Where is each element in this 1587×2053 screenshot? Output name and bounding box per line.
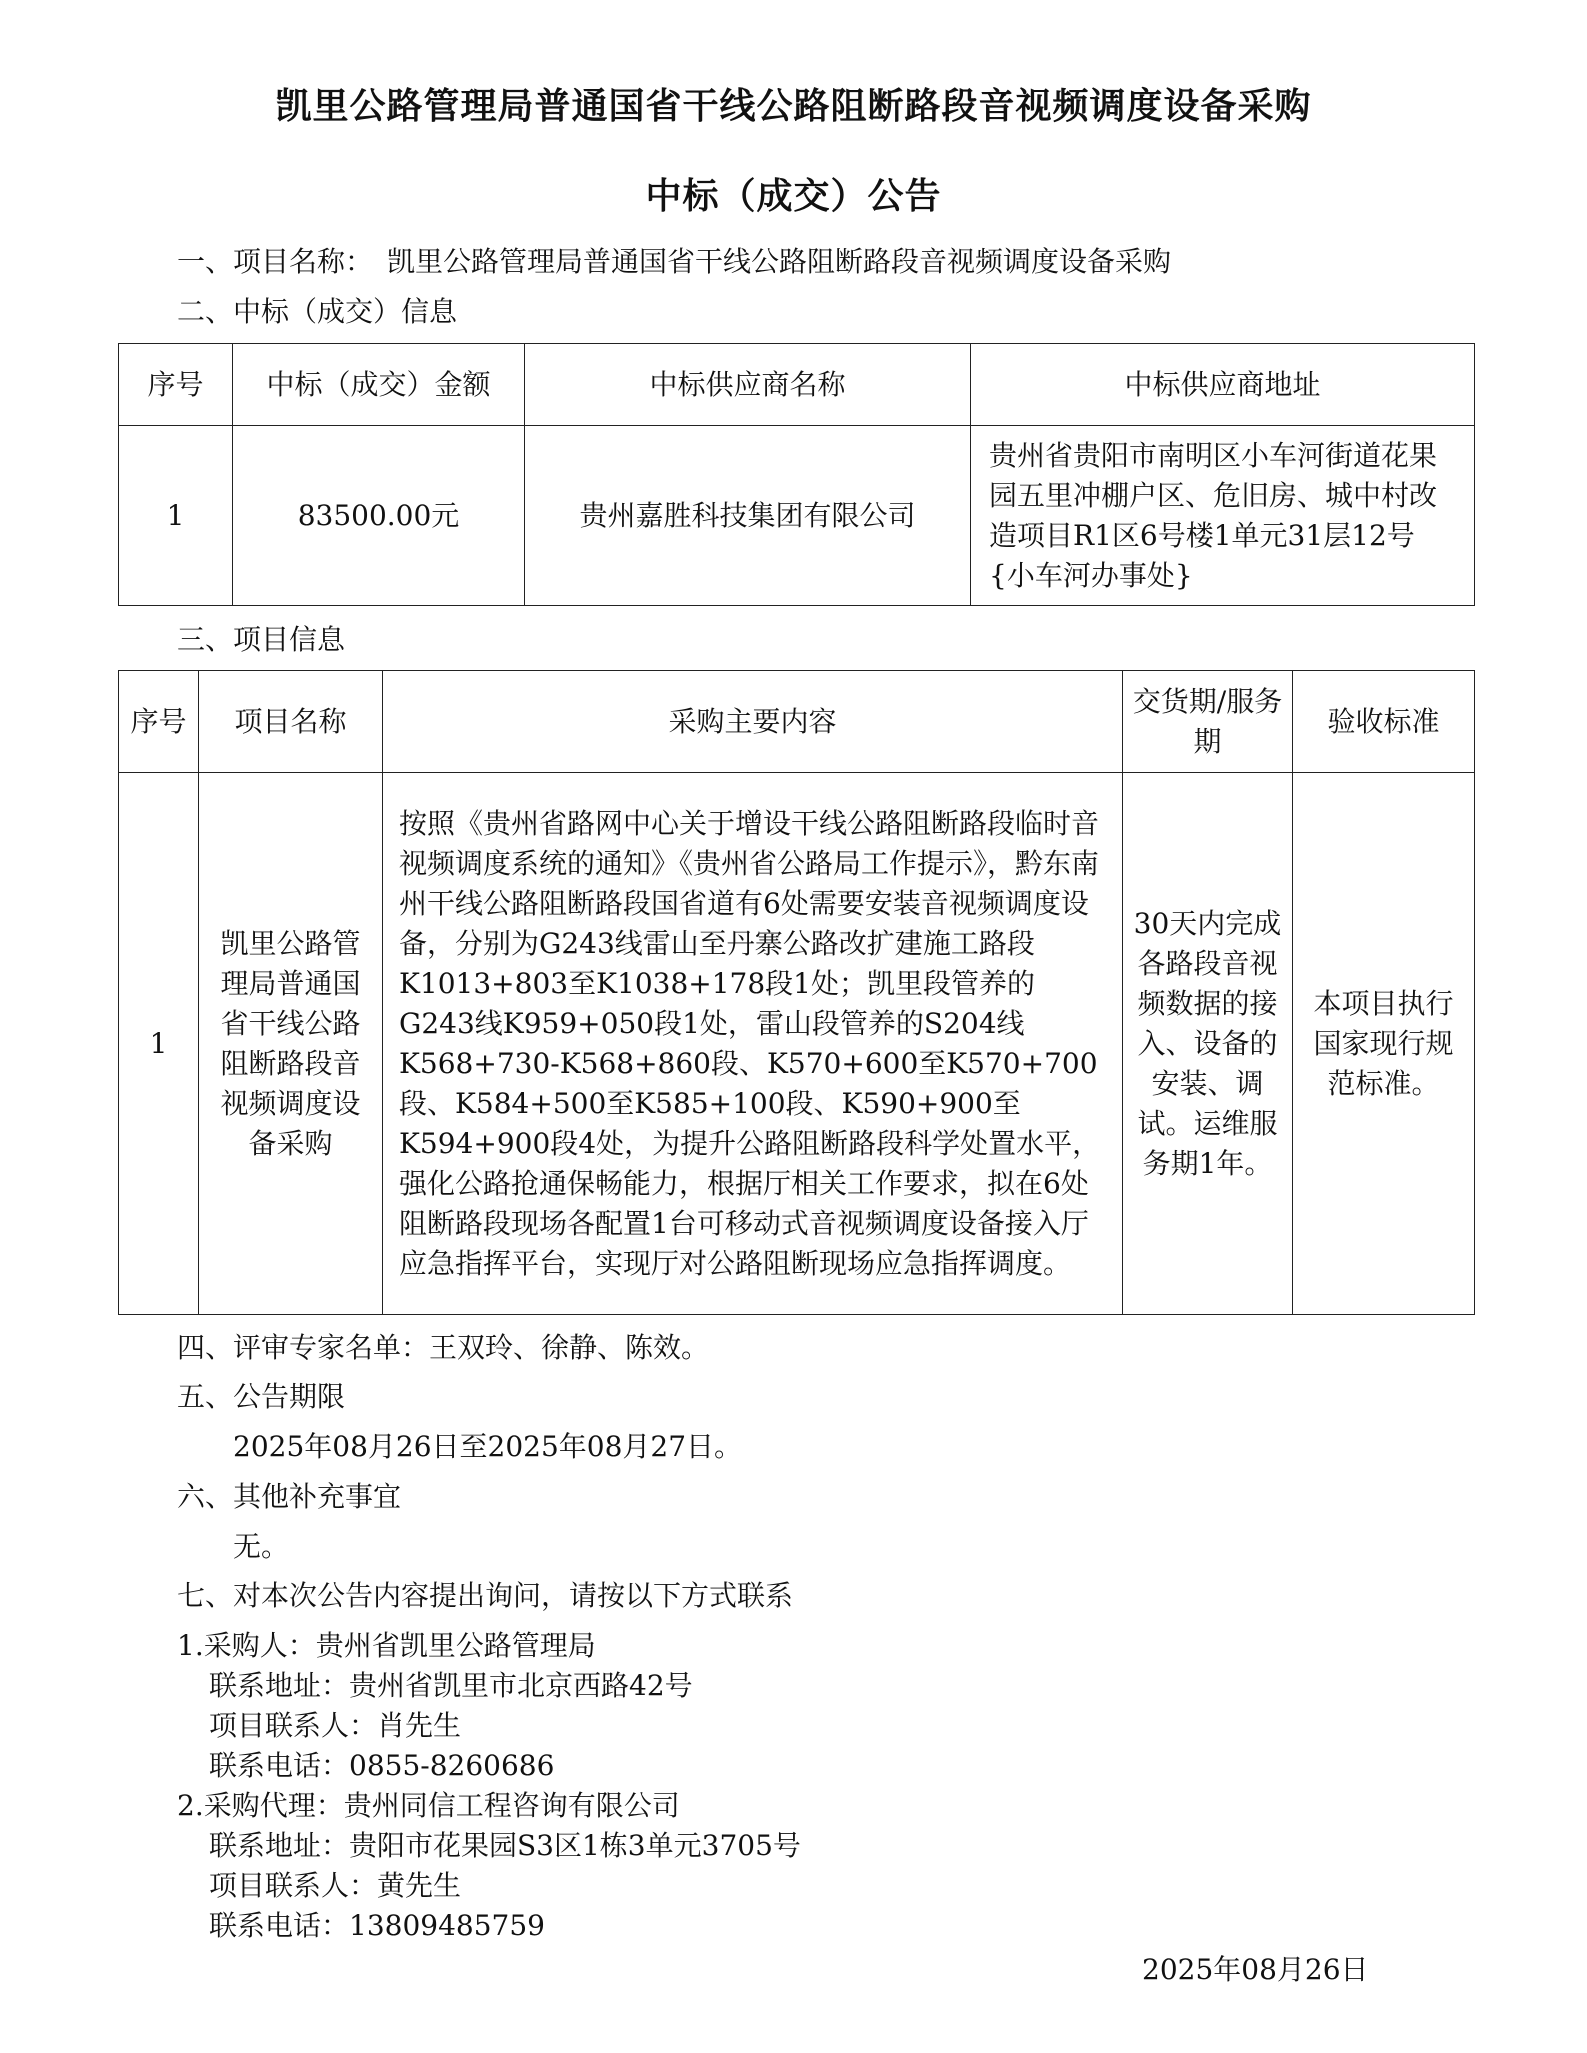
experts-line: 四、评审专家名单：王双玲、徐静、陈效。 [177, 1331, 710, 1364]
award-address: 贵州省贵阳市南明区小车河街道花果园五里冲棚户区、危旧房、城中村改造项目R1区6号楼1单元31层12号{小车河办事处} [971, 426, 1475, 606]
project-delivery: 30天内完成各路段音视频数据的接入、设备的安装、调试。运维服务期1年。 [1123, 773, 1293, 1315]
agent-phone: 联系电话：13809485759 [209, 1909, 545, 1942]
award-amount: 83500.00元 [233, 426, 525, 606]
project-table-header [119, 671, 1475, 773]
period-value: 2025年08月26日至2025年08月27日。 [233, 1430, 743, 1463]
project-name-label: 一、项目名称： [177, 245, 374, 278]
header-no: 序号 [119, 344, 233, 426]
page-title: 凯里公路管理局普通国省干线公路阻断路段音视频调度设备采购 [275, 86, 1312, 127]
other-heading: 六、其他补充事宜 [177, 1480, 402, 1513]
header-address: 中标供应商地址 [971, 344, 1475, 426]
purchaser-address: 联系地址：贵州省凯里市北京西路42号 [209, 1669, 693, 1702]
award-table [118, 343, 1475, 606]
agent-title: 2.采购代理：贵州同信工程咨询有限公司 [177, 1789, 680, 1822]
project-name-line [177, 244, 1171, 280]
header-no: 序号 [119, 671, 199, 773]
table-row [119, 773, 1475, 1315]
agent-contact: 项目联系人：黄先生 [209, 1869, 462, 1902]
agent-address: 联系地址：贵阳市花果园S3区1栋3单元3705号 [209, 1829, 801, 1862]
award-info-heading: 二、中标（成交）信息 [177, 295, 458, 328]
project-info-heading: 三、项目信息 [177, 623, 346, 656]
page-subtitle: 中标（成交）公告 [645, 176, 942, 217]
project-no: 1 [119, 773, 199, 1315]
award-supplier: 贵州嘉胜科技集团有限公司 [525, 426, 971, 606]
project-name: 凯里公路管理局普通国省干线公路阻断路段音视频调度设备采购 [199, 773, 383, 1315]
purchaser-phone: 联系电话：0855-8260686 [209, 1749, 555, 1782]
header-delivery: 交货期/服务期 [1123, 671, 1293, 773]
purchaser-title: 1.采购人：贵州省凯里公路管理局 [177, 1629, 596, 1662]
header-supplier: 中标供应商名称 [525, 344, 971, 426]
header-acceptance: 验收标准 [1293, 671, 1475, 773]
table-row [119, 426, 1475, 606]
header-name: 项目名称 [199, 671, 383, 773]
project-table [118, 670, 1475, 1315]
award-no: 1 [119, 426, 233, 606]
header-content: 采购主要内容 [383, 671, 1123, 773]
header-amount: 中标（成交）金额 [233, 344, 525, 426]
purchaser-contact: 项目联系人：肖先生 [209, 1709, 462, 1742]
award-table-header [119, 344, 1475, 426]
project-name-value: 凯里公路管理局普通国省干线公路阻断路段音视频调度设备采购 [387, 245, 1172, 278]
project-content: 按照《贵州省路网中心关于增设干线公路阻断路段临时音视频调度系统的通知》《贵州省公路局工作提示》，黔东南州干线公路阻断路段国省道有6处需要安装音视频调度设备，分别为G243线雷山至丹寨公路改扩建施工路段K1013+803至K1038+178段1处；凯里段管养的G243线K959+050段1处，雷山段管养的S204线K568+730-K568+860段、K570+600至K570+700段、K584+500至K585+100段、K590+900至K594+900段4处，为提升公路阻断路段科学处置水平，强化公路抢通保畅能力，根据厅相关工作要求，拟在6处阻断路段现场各配置1台可移动式音视频调度设备接入厅应急指挥平台，实现厅对公路阻断现场应急指挥调度。 [383, 773, 1123, 1315]
announcement-date: 2025年08月26日 [1142, 1953, 1369, 1986]
contact-heading: 七、对本次公告内容提出询问，请按以下方式联系 [177, 1579, 794, 1612]
period-heading: 五、公告期限 [177, 1380, 346, 1413]
project-acceptance: 本项目执行国家现行规范标准。 [1293, 773, 1475, 1315]
other-value: 无。 [233, 1530, 290, 1563]
